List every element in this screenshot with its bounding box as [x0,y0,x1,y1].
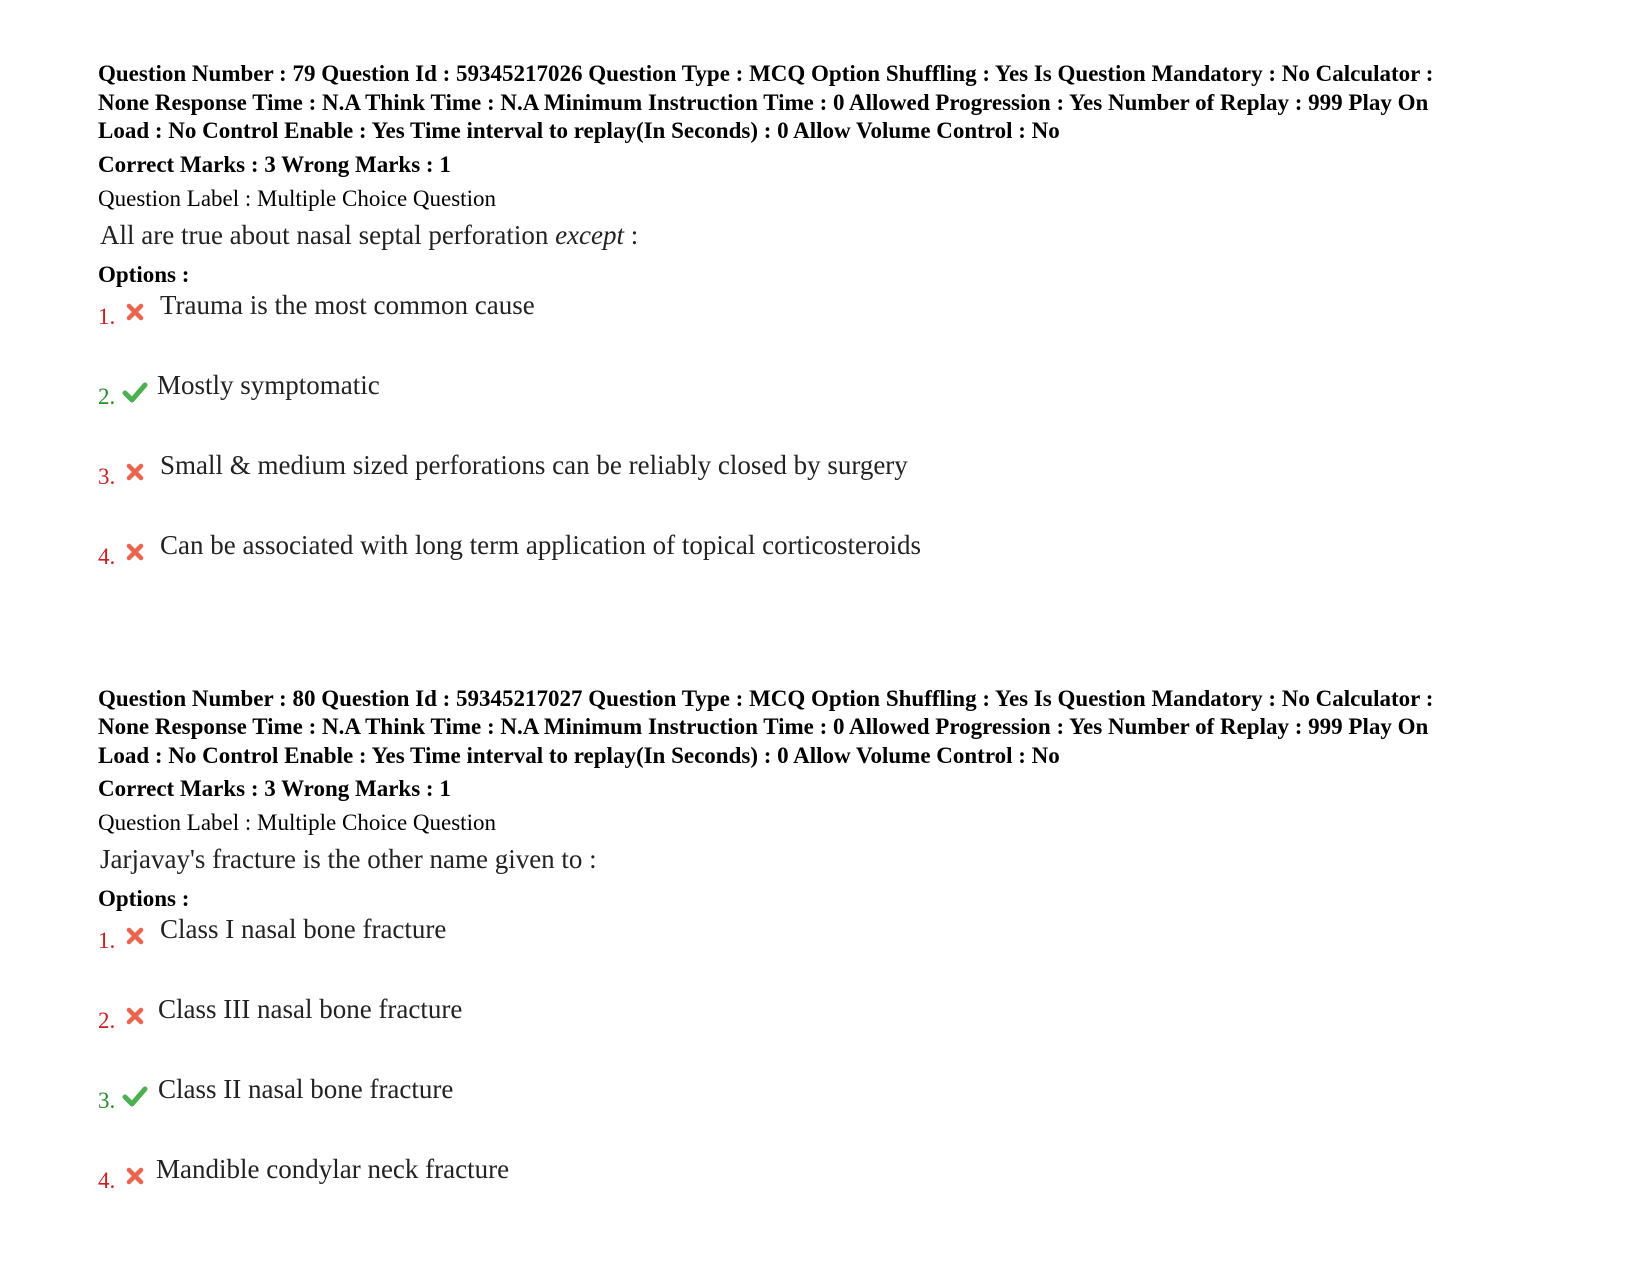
question-text-main: Jarjavay's fracture is the other name given to : [100,844,597,874]
question-text [100,219,1568,251]
cross-icon [124,541,146,563]
question-text-main: All are true about nasal septal perforation [100,219,556,250]
cross-icon [124,1165,146,1187]
option-item [98,369,1568,449]
option-item [98,913,1568,993]
cross-icon [124,301,146,323]
meta-line-3: Load : No Control Enable : Yes Time interval to replay(In Seconds) : 0 Allow Volume Control : No [98,742,1060,768]
option-text: Can be associated with long term application of topical corticosteroids [160,529,922,560]
cross-icon [124,925,146,947]
question-block-79 [98,60,1568,609]
option-item [98,529,1568,609]
cross-icon [124,461,146,483]
option-text: Class I nasal bone fracture [160,914,447,944]
option-text: Trauma is the most common cause [160,289,535,320]
meta-line-3: Load : No Control Enable : Yes Time interval to replay(In Seconds) : 0 Allow Volume Control : No [98,118,1060,143]
option-text: Small & medium sized perforations can be reliably closed by surgery [160,449,908,480]
meta-line-1: Question Number : 79 Question Id : 59345217026 Question Type : MCQ Option Shuffling : Yes Is Question Mandatory : No Calculator : [98,61,1434,86]
option-item [98,993,1568,1073]
option-item [98,1153,1568,1233]
option-text: Mandible condylar neck fracture [156,1154,510,1184]
option-text: Class III nasal bone fracture [158,994,463,1024]
marks-line: Correct Marks : 3 Wrong Marks : 1 [98,151,451,177]
question-meta [98,60,1568,146]
options-heading: Options : [98,261,190,287]
marks-line: Correct Marks : 3 Wrong Marks : 1 [98,776,451,801]
option-number: 4. [98,1168,116,1193]
option-number: 2. [98,1008,116,1033]
question-text [100,843,1568,875]
meta-line-1: Question Number : 80 Question Id : 59345217027 Question Type : MCQ Option Shuffling : Yes Is Question Mandatory : No Calculator : [98,685,1434,711]
meta-line-2: None Response Time : N.A Think Time : N.A Minimum Instruction Time : 0 Allowed Progression : Yes Number of Replay : 999 Play On [98,89,1429,115]
option-text: Mostly symptomatic [157,369,380,400]
options-heading: Options : [98,886,190,911]
question-meta [98,685,1568,771]
check-icon [122,381,148,403]
option-number: 1. [98,303,116,329]
option-number: 1. [98,928,116,953]
question-paper [98,60,1568,1233]
option-item [98,449,1568,529]
meta-line-2: None Response Time : N.A Think Time : N.A Minimum Instruction Time : 0 Allowed Progression : Yes Number of Replay : 999 Play On [98,714,1429,739]
option-number: 3. [98,463,116,489]
question-text-emphasis: except [555,219,625,250]
question-label: Question Label : Multiple Choice Question [98,810,496,835]
check-icon [122,1085,148,1107]
option-item [98,289,1568,369]
option-text: Class II nasal bone fracture [158,1074,454,1104]
cross-icon [124,1005,146,1027]
question-block-80 [98,685,1568,1234]
option-item [98,1073,1568,1153]
option-number: 3. [98,1088,116,1113]
option-number: 2. [98,383,116,409]
option-number: 4. [98,543,116,569]
question-label: Question Label : Multiple Choice Question [98,185,496,211]
question-text-tail: : [624,219,639,250]
